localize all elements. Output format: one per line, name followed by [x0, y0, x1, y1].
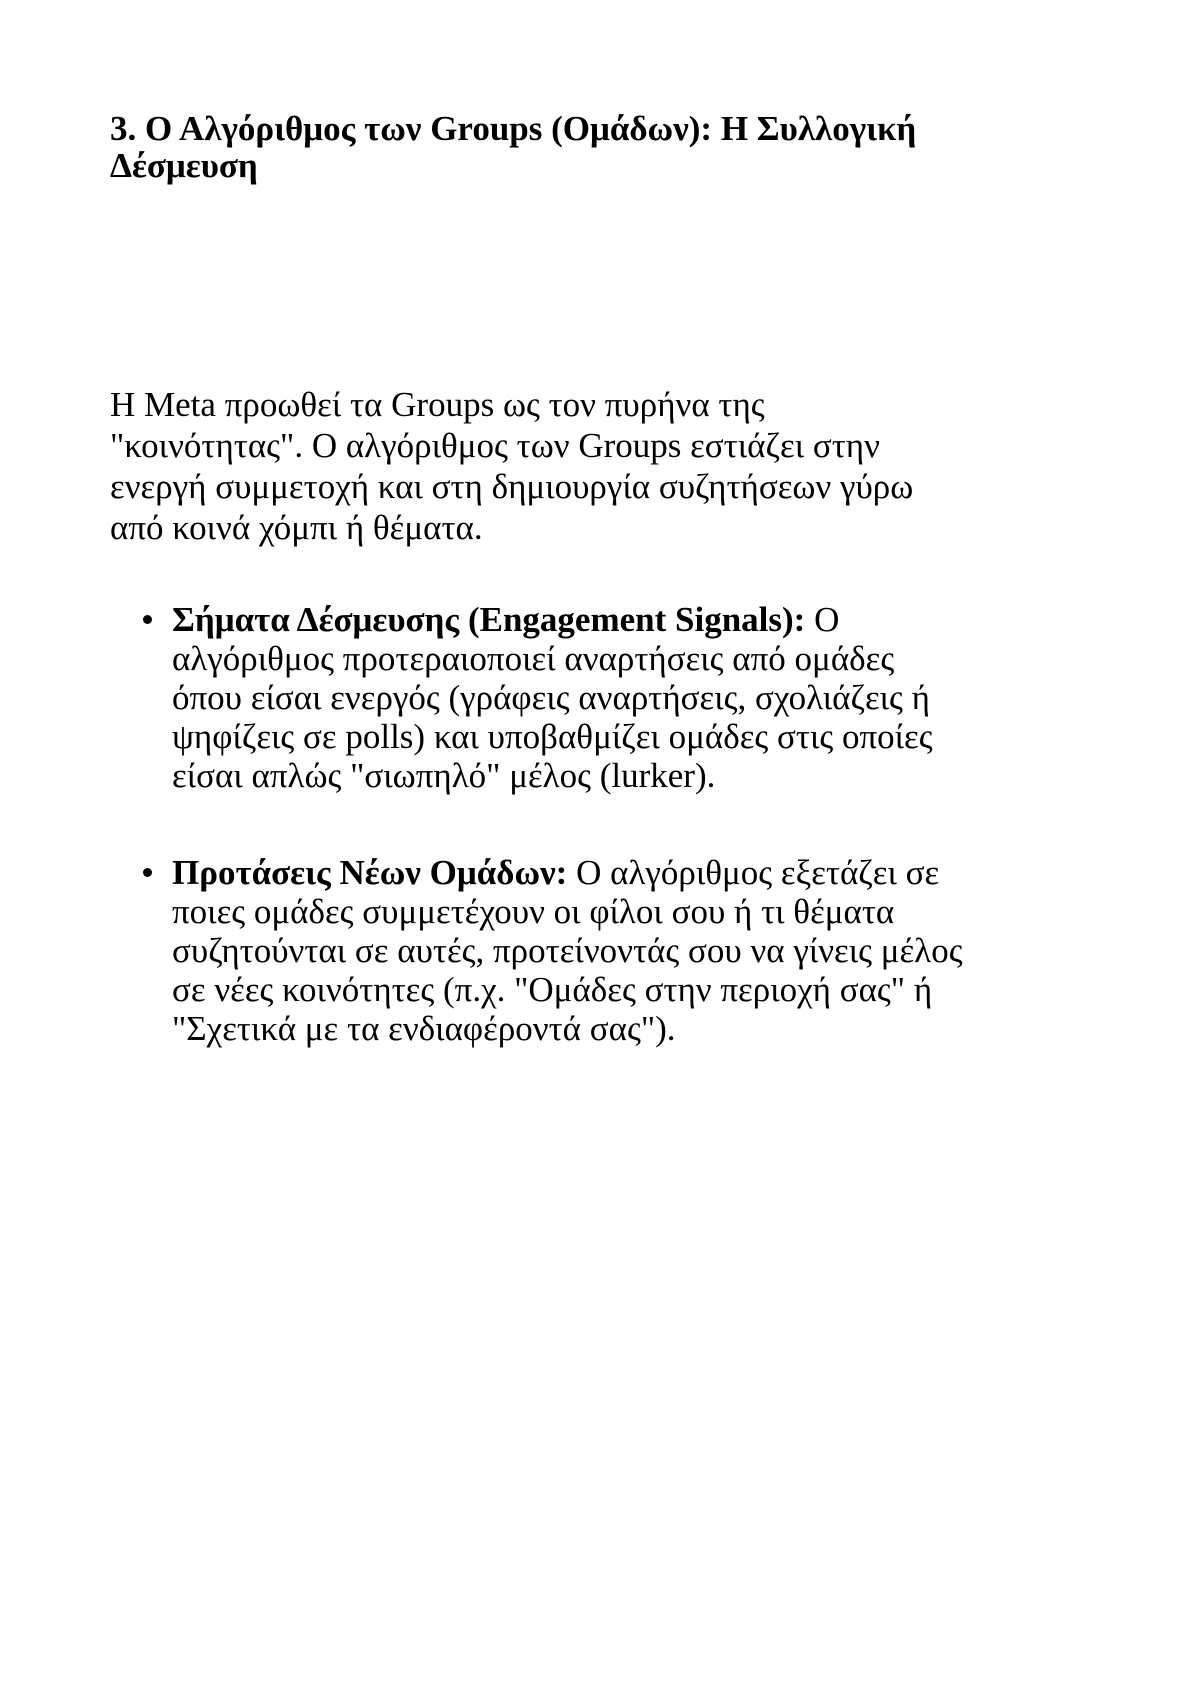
bullet-marker — [143, 615, 152, 624]
bullet-label: Σήματα Δέσμευσης (Engagement Signals): — [172, 600, 806, 639]
bullet-line: "Σχετικά με τα ενδιαφέροντά σας"). — [172, 1009, 676, 1048]
bullet-line: ποιες ομάδες συμμετέχουν οι φίλοι σου ή τι θέματα — [172, 892, 895, 931]
bullet-line — [172, 853, 963, 892]
intro-line: ενεργή συμμετοχή και στη δημιουργία συζητήσεων γύρω — [110, 467, 914, 506]
section-heading — [110, 110, 916, 184]
bullet-label: Προτάσεις Νέων Ομάδων: — [172, 853, 568, 892]
bullet-item-engagement-signals — [172, 600, 933, 795]
bullet-line: σε νέες κοινότητες (π.χ. "Ομάδες στην περιοχή σας" ή — [172, 970, 933, 1009]
bullet-item-new-group-suggestions — [172, 853, 963, 1048]
intro-line: "κοινότητας". Ο αλγόριθμος των Groups εστιάζει στην — [110, 426, 880, 465]
bullet-marker — [143, 868, 152, 877]
intro-line: Η Meta προωθεί τα Groups ως τον πυρήνα της — [110, 385, 765, 424]
section-heading-line: 3. Ο Αλγόριθμος των Groups (Ομάδων): Η Συλλογική — [110, 109, 917, 148]
section-heading-line: Δέσμευση — [110, 146, 258, 185]
bullet-line: συζητούνται σε αυτές, προτείνοντάς σου να γίνεις μέλος — [172, 931, 963, 970]
bullet-line: αλγόριθμος προτεραιοποιεί αναρτήσεις από ομάδες — [172, 639, 895, 678]
bullet-first-line-text: Ο αλγόριθμος εξετάζει σε — [576, 853, 940, 892]
intro-paragraph — [110, 384, 913, 548]
bullet-line: όπου είσαι ενεργός (γράφεις αναρτήσεις, σχολιάζεις ή — [172, 678, 930, 717]
bullet-line: είσαι απλώς "σιωπηλό" μέλος (lurker). — [172, 756, 716, 795]
bullet-line — [172, 600, 933, 639]
bullet-first-line-text: Ο — [814, 600, 840, 639]
intro-line: από κοινά χόμπι ή θέματα. — [110, 508, 483, 547]
bullet-line: ψηφίζεις σε polls) και υποβαθμίζει ομάδες στις οποίες — [172, 717, 933, 756]
